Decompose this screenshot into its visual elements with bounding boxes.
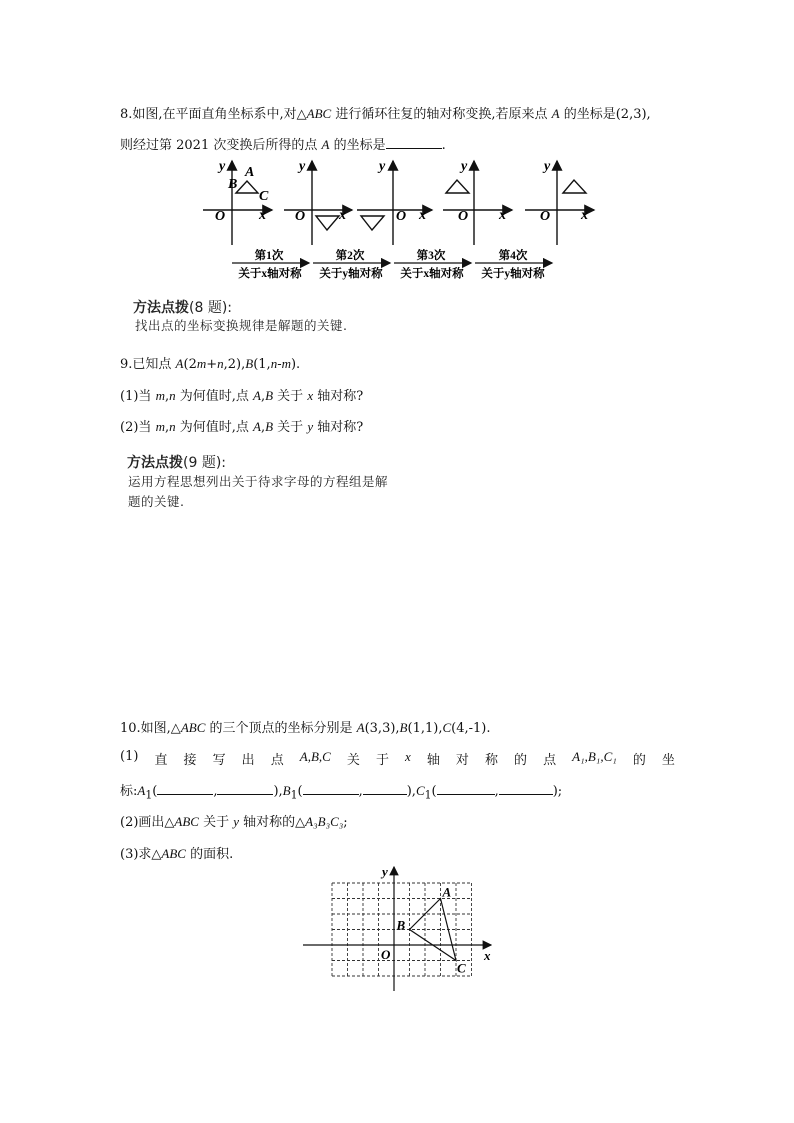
var: m [281, 356, 291, 371]
text: (2)画出△ [120, 815, 175, 830]
var: y [307, 419, 314, 434]
var: A₃B₃C₃ [305, 814, 344, 829]
tok: 关 [346, 753, 360, 768]
q10-part1-line2: 标$:A_1$( , )$,B_1$( , )$,C_1$( , ); [120, 783, 563, 802]
q8-text: 的坐标是 [329, 138, 386, 153]
origin-label: O [540, 209, 551, 224]
q8-triangle-name: ABC [306, 106, 332, 121]
q9-tip-title [127, 452, 226, 472]
x-label: x [419, 208, 426, 223]
q8-line1 [120, 103, 651, 122]
text: 为何值时,点 [175, 389, 253, 404]
q9-part1 [120, 385, 363, 404]
tok: 对 [455, 753, 469, 768]
tok: 写 [212, 753, 226, 768]
tok: 的 [632, 753, 646, 768]
tok: 称 [484, 753, 498, 768]
label-c: C [457, 960, 466, 976]
tok: 轴 [426, 753, 440, 768]
var: m [155, 419, 165, 434]
q10-stem [120, 717, 490, 736]
tok: A₁,B₁,C₁ [572, 749, 617, 764]
step-bottom-label: 关于y轴对称 [481, 268, 545, 280]
var: B [399, 720, 408, 735]
text: ,2), [223, 357, 246, 372]
var: A [175, 356, 184, 371]
text: ). [290, 357, 301, 372]
var: ABC [174, 814, 199, 829]
text: 轴对称的△ [239, 815, 306, 830]
x-label: x [339, 208, 346, 223]
q8-text: 的坐标是(2,3), [559, 107, 651, 122]
step-2 [313, 248, 390, 280]
text: 为何值时,点 [175, 420, 253, 435]
text: (4,-1). [451, 721, 491, 736]
origin-label: O [396, 209, 407, 224]
text: 的三个顶点的坐标分别是 [205, 721, 357, 736]
step-bottom-label: 关于y轴对称 [319, 268, 383, 280]
step-top-label: 第2次 [335, 250, 365, 262]
var: A [137, 783, 146, 798]
label-c: C [259, 189, 269, 204]
var: ABC [180, 720, 206, 735]
tip-heading: 方法点拨 [133, 300, 189, 316]
step-bottom-label: 关于x轴对称 [400, 268, 464, 280]
var: m [196, 356, 207, 371]
tok: 直 [154, 753, 168, 768]
q8-text: 8.如图,在平面直角坐标系中,对△ [120, 107, 307, 122]
step-top-label: 第3次 [416, 250, 446, 262]
q9-tip-body [128, 472, 388, 512]
tip-line: 题的关键. [128, 494, 185, 509]
label-b: B [396, 917, 406, 933]
var: y [233, 814, 240, 829]
text: 关于 [198, 815, 234, 830]
var: n [169, 419, 176, 434]
triangle-reflected [563, 180, 586, 193]
q8-figure [0, 155, 794, 285]
text: (2)当 [120, 420, 156, 435]
var: C [415, 783, 425, 798]
tok: 接 [183, 753, 197, 768]
var: n [169, 388, 176, 403]
text: 10.如图,△ [120, 721, 181, 736]
c1-x-blank[interactable] [437, 782, 495, 795]
tok: x [405, 749, 411, 764]
text: 关于 [273, 389, 308, 404]
triangle-reflected [361, 216, 384, 230]
var: B [245, 356, 254, 371]
step-top-label: 第1次 [254, 250, 284, 262]
text: , [164, 420, 170, 435]
text: (1,1), [407, 721, 443, 736]
triangle-reflected [446, 180, 469, 193]
triangle-abc [236, 181, 258, 193]
q8-point-a: A [321, 137, 330, 152]
y-label: y [544, 159, 551, 174]
panel-2 [284, 159, 352, 245]
text: 关于 [273, 420, 308, 435]
y-label: y [379, 159, 386, 174]
panel-1 [203, 159, 272, 245]
text: 标: [120, 784, 138, 799]
subscript: 1 [145, 788, 153, 802]
var: m [155, 388, 165, 403]
text: (3)求△ [120, 847, 162, 862]
tip-line: 运用方程思想列出关于待求字母的方程组是解 [128, 474, 389, 489]
tok: 坐 [661, 753, 675, 768]
y-label: y [461, 159, 468, 174]
step-4 [475, 248, 552, 280]
var: C [442, 720, 452, 735]
text: 轴对称? [313, 420, 364, 435]
x-label: x [581, 208, 588, 223]
tok: 出 [241, 753, 255, 768]
text: 的面积. [185, 847, 234, 862]
q8-point-a: A [551, 106, 560, 121]
text: (1, [253, 357, 271, 372]
text: (3,3), [364, 721, 400, 736]
q8-tip-body: 找出点的坐标变换规律是解题的关键. [135, 318, 348, 333]
step-bottom-label: 关于x轴对称 [238, 268, 302, 280]
q8-text: . [441, 138, 446, 153]
text: + [206, 357, 218, 372]
a1-x-blank[interactable] [157, 782, 213, 795]
origin-label: O [215, 209, 226, 224]
q9-stem [120, 353, 300, 372]
answer-blank[interactable] [386, 136, 442, 149]
b1-x-blank[interactable] [303, 782, 359, 795]
tok: (1) [120, 749, 139, 764]
q10-part2 [120, 811, 348, 830]
var: B [265, 388, 274, 403]
q9-part2 [120, 416, 363, 435]
var: n [270, 356, 278, 371]
a1-y-blank[interactable] [217, 782, 273, 795]
q8-text: 进行循环往复的轴对称变换,若原来点 [331, 107, 552, 122]
text: - [277, 357, 282, 372]
var: B [282, 783, 291, 798]
step-1 [232, 248, 309, 280]
var: n [217, 356, 224, 371]
step-3 [394, 248, 471, 280]
text: (2 [183, 357, 197, 372]
var: A [253, 419, 261, 434]
label-a: A [245, 165, 255, 180]
text: ; [343, 815, 348, 830]
q10-figure [0, 858, 794, 998]
subscript: 1 [290, 788, 298, 802]
label-a: A [442, 884, 452, 900]
label-b: B [228, 177, 238, 192]
b1-y-blank[interactable] [363, 782, 407, 795]
text: 轴对称? [313, 389, 364, 404]
text: , [260, 420, 266, 435]
var: B [265, 419, 274, 434]
y-label: y [299, 159, 306, 174]
origin-label: O [295, 209, 306, 224]
x-label: x [484, 948, 491, 963]
var: A [253, 388, 261, 403]
subscript: 1 [424, 788, 432, 802]
text: (1)当 [120, 389, 156, 404]
c1-y-blank[interactable] [499, 782, 553, 795]
origin-label: O [381, 947, 391, 962]
origin-label: O [458, 209, 469, 224]
tok: 点 [543, 753, 557, 768]
text: , [164, 389, 170, 404]
y-label: y [382, 864, 388, 879]
tip-heading: 方法点拨 [127, 455, 183, 471]
text: , [260, 389, 266, 404]
var: A [356, 720, 365, 735]
y-label: y [219, 159, 226, 174]
tok: 点 [270, 753, 284, 768]
tok: A,B,C [299, 749, 331, 764]
tip-paren: (8 题): [189, 300, 232, 316]
tok: 的 [514, 753, 528, 768]
q10-part1-line1 [120, 749, 675, 768]
tip-paren: (9 题): [183, 455, 226, 471]
tok: 于 [375, 753, 389, 768]
triangle-reflected [316, 216, 339, 230]
q8-tip-title [133, 297, 232, 317]
panel-5 [525, 159, 594, 245]
x-label: x [259, 208, 266, 223]
panel-3 [357, 159, 432, 245]
var: ABC [161, 846, 186, 861]
text: 9.已知点 [120, 357, 176, 372]
q8-line2 [120, 134, 446, 153]
step-top-label: 第4次 [498, 250, 528, 262]
q8-text: 则经过第 2021 次变换后所得的点 [120, 138, 322, 153]
panel-4 [443, 159, 512, 245]
var: x [307, 388, 314, 403]
x-label: x [499, 208, 506, 223]
